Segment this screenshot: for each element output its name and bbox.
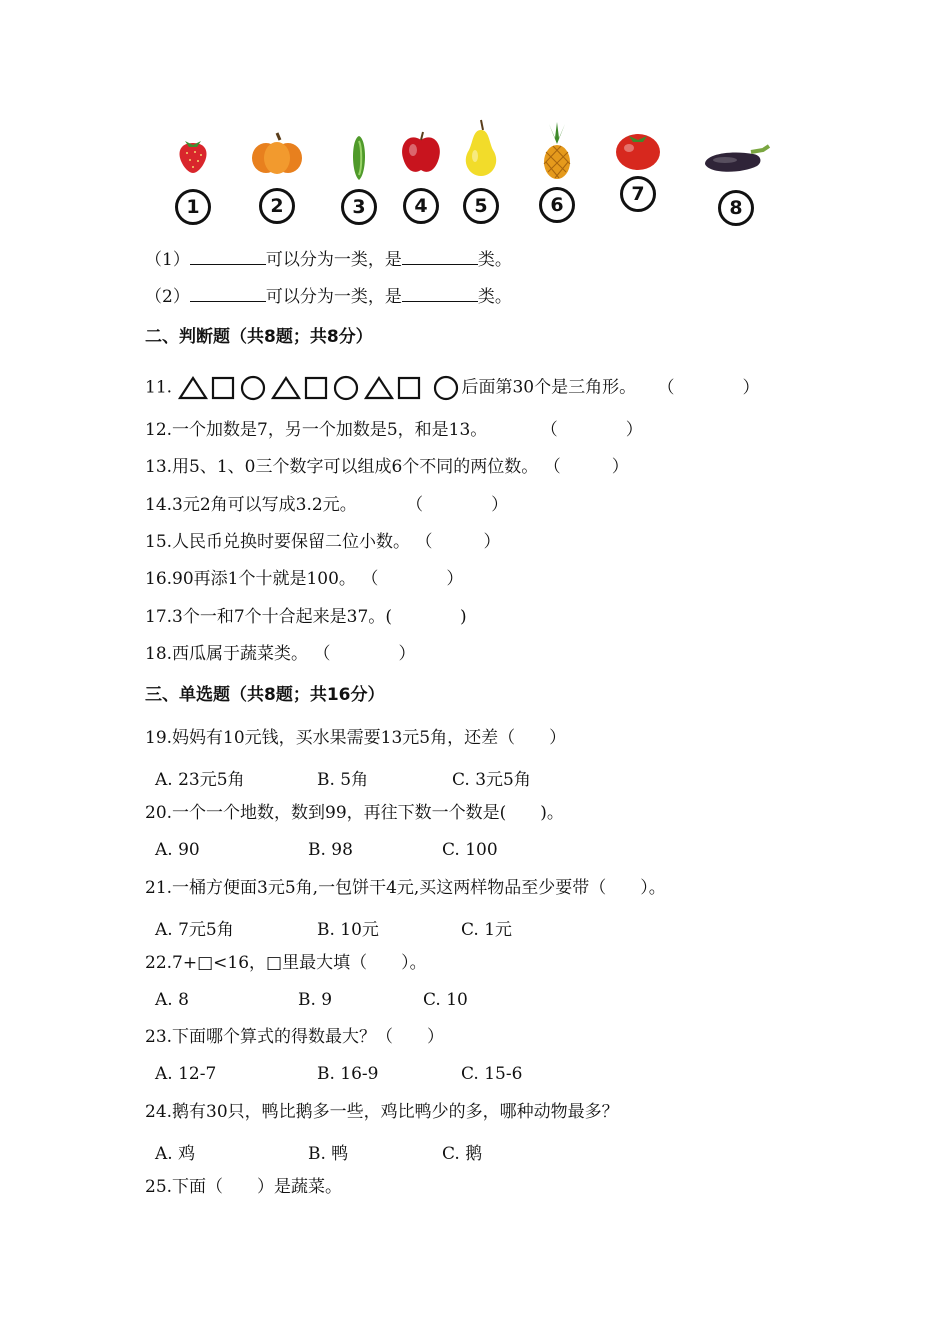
option-a[interactable]: A. 23元5角 xyxy=(155,770,245,790)
question-text: 15.人民币兑换时要保留二位小数。 xyxy=(145,532,411,552)
judge-question-11 xyxy=(145,375,760,401)
option-c[interactable]: C. 3元5角 xyxy=(452,770,531,790)
item-number-3: 3 xyxy=(341,189,377,225)
triangle-icon xyxy=(366,378,392,398)
choice-question-21: 21.一桶方便面3元5角,一包饼干4元,买这两样物品至少要带（ ）。 xyxy=(145,878,666,898)
fill-question-1 xyxy=(145,248,512,271)
answer-blank[interactable] xyxy=(402,248,478,265)
question-text: 12.一个加数是7，另一个加数是5，和是13。 xyxy=(145,420,488,440)
option-c[interactable]: C. 1元 xyxy=(461,920,513,940)
apple-icon xyxy=(399,130,443,176)
question-text: 16.90再添1个十就是100。 xyxy=(145,569,356,589)
judge-question-17 xyxy=(145,606,467,628)
fill-question-2-prefix: （2） xyxy=(145,287,190,307)
fill-question-1-text: 可以分为一类，是 xyxy=(265,250,402,270)
picture-item-7 xyxy=(612,126,664,212)
fill-question-2 xyxy=(145,285,512,308)
cucumber-icon xyxy=(347,133,371,183)
pear-icon xyxy=(461,118,501,178)
answer-blank[interactable] xyxy=(402,285,478,302)
answer-parentheses[interactable]: （ ） xyxy=(657,377,760,398)
fill-question-1-suffix: 类。 xyxy=(477,250,512,270)
option-a[interactable]: A. 7元5角 xyxy=(155,920,234,940)
answer-parentheses[interactable]: （ ） xyxy=(543,457,629,477)
judge-question-12 xyxy=(145,419,643,441)
square-icon xyxy=(213,378,233,398)
answer-parentheses[interactable]: （ ） xyxy=(313,644,416,664)
picture-item-2 xyxy=(248,130,306,224)
eggplant-icon xyxy=(701,140,771,176)
judge-question-15 xyxy=(145,531,500,553)
judge-question-14 xyxy=(145,494,508,516)
item-number-6: 6 xyxy=(539,187,575,223)
answer-parentheses[interactable]: （ ） xyxy=(415,532,501,552)
circle-icon xyxy=(242,377,264,399)
option-b[interactable]: B. 5角 xyxy=(317,770,369,790)
choice-question-19: 19.妈妈有10元钱，买水果需要13元5角，还差（ ） xyxy=(145,728,567,748)
square-icon xyxy=(399,378,419,398)
circle-icon xyxy=(335,377,357,399)
triangle-icon xyxy=(273,378,299,398)
option-b[interactable]: B. 10元 xyxy=(317,920,379,940)
picture-item-1 xyxy=(170,135,216,225)
pumpkin-icon xyxy=(250,130,304,175)
square-icon xyxy=(306,378,326,398)
question-text: 14.3元2角可以写成3.2元。 xyxy=(145,495,357,515)
picture-item-8 xyxy=(700,140,772,226)
item-number-1: 1 xyxy=(175,189,211,225)
item-number-5: 5 xyxy=(463,188,499,224)
option-c[interactable]: C. 10 xyxy=(423,990,468,1010)
answer-parentheses[interactable]: （ ） xyxy=(540,420,643,440)
question-text: 后面第30个是三角形。 xyxy=(461,377,637,398)
question-number: 11. xyxy=(145,377,173,398)
option-a[interactable]: A. 12-7 xyxy=(155,1064,217,1084)
option-b[interactable]: B. 16-9 xyxy=(317,1064,379,1084)
item-number-2: 2 xyxy=(259,188,295,224)
option-c[interactable]: C. 鹅 xyxy=(442,1144,483,1164)
section-heading-judge: 二、判断题（共8题；共8分） xyxy=(145,327,373,347)
item-number-8: 8 xyxy=(718,190,754,226)
item-number-4: 4 xyxy=(403,188,439,224)
answer-parentheses[interactable]: ( ) xyxy=(385,607,467,627)
judge-question-13 xyxy=(145,456,629,478)
question-text: 13.用5、1、0三个数字可以组成6个不同的两位数。 xyxy=(145,457,539,477)
choice-question-24: 24.鹅有30只，鸭比鹅多一些，鸡比鸭少的多，哪种动物最多？ xyxy=(145,1102,619,1122)
shape-sequence-icon xyxy=(177,375,461,401)
question-text: 17.3个一和7个十合起来是37。 xyxy=(145,607,386,627)
triangle-icon xyxy=(180,378,206,398)
option-a[interactable]: A. 鸡 xyxy=(155,1144,196,1164)
strawberry-icon xyxy=(175,135,211,175)
picture-item-6 xyxy=(534,120,580,223)
option-c[interactable]: C. 100 xyxy=(442,840,498,860)
answer-blank[interactable] xyxy=(190,248,266,265)
item-number-7: 7 xyxy=(620,176,656,212)
choice-question-23: 23.下面哪个算式的得数最大？（ ） xyxy=(145,1027,445,1047)
option-a[interactable]: A. 8 xyxy=(155,990,189,1010)
circle-icon xyxy=(435,377,457,399)
option-b[interactable]: B. 9 xyxy=(298,990,333,1010)
judge-question-16 xyxy=(145,568,463,590)
picture-item-3 xyxy=(336,133,382,225)
question-text: 18.西瓜属于蔬菜类。 xyxy=(145,644,309,664)
option-a[interactable]: A. 90 xyxy=(155,840,200,860)
choice-question-20: 20.一个一个地数，数到99，再往下数一个数是( )。 xyxy=(145,803,564,823)
picture-item-5 xyxy=(458,118,504,224)
answer-parentheses[interactable]: （ ） xyxy=(406,495,509,515)
answer-parentheses[interactable]: （ ） xyxy=(361,569,464,589)
section-heading-choice: 三、单选题（共8题；共16分） xyxy=(145,685,385,705)
option-c[interactable]: C. 15-6 xyxy=(461,1064,523,1084)
choice-question-22: 22.7+□<16，□里最大填（ ）。 xyxy=(145,953,427,973)
fill-question-1-prefix: （1） xyxy=(145,250,190,270)
pineapple-icon xyxy=(539,120,575,180)
option-b[interactable]: B. 98 xyxy=(308,840,353,860)
answer-blank[interactable] xyxy=(190,285,266,302)
option-b[interactable]: B. 鸭 xyxy=(308,1144,349,1164)
fill-question-2-text: 可以分为一类，是 xyxy=(265,287,402,307)
choice-question-25: 25.下面（ ）是蔬菜。 xyxy=(145,1177,343,1197)
picture-item-4 xyxy=(398,130,444,224)
judge-question-18 xyxy=(145,643,415,665)
fill-question-2-suffix: 类。 xyxy=(477,287,512,307)
tomato-icon xyxy=(613,126,663,172)
